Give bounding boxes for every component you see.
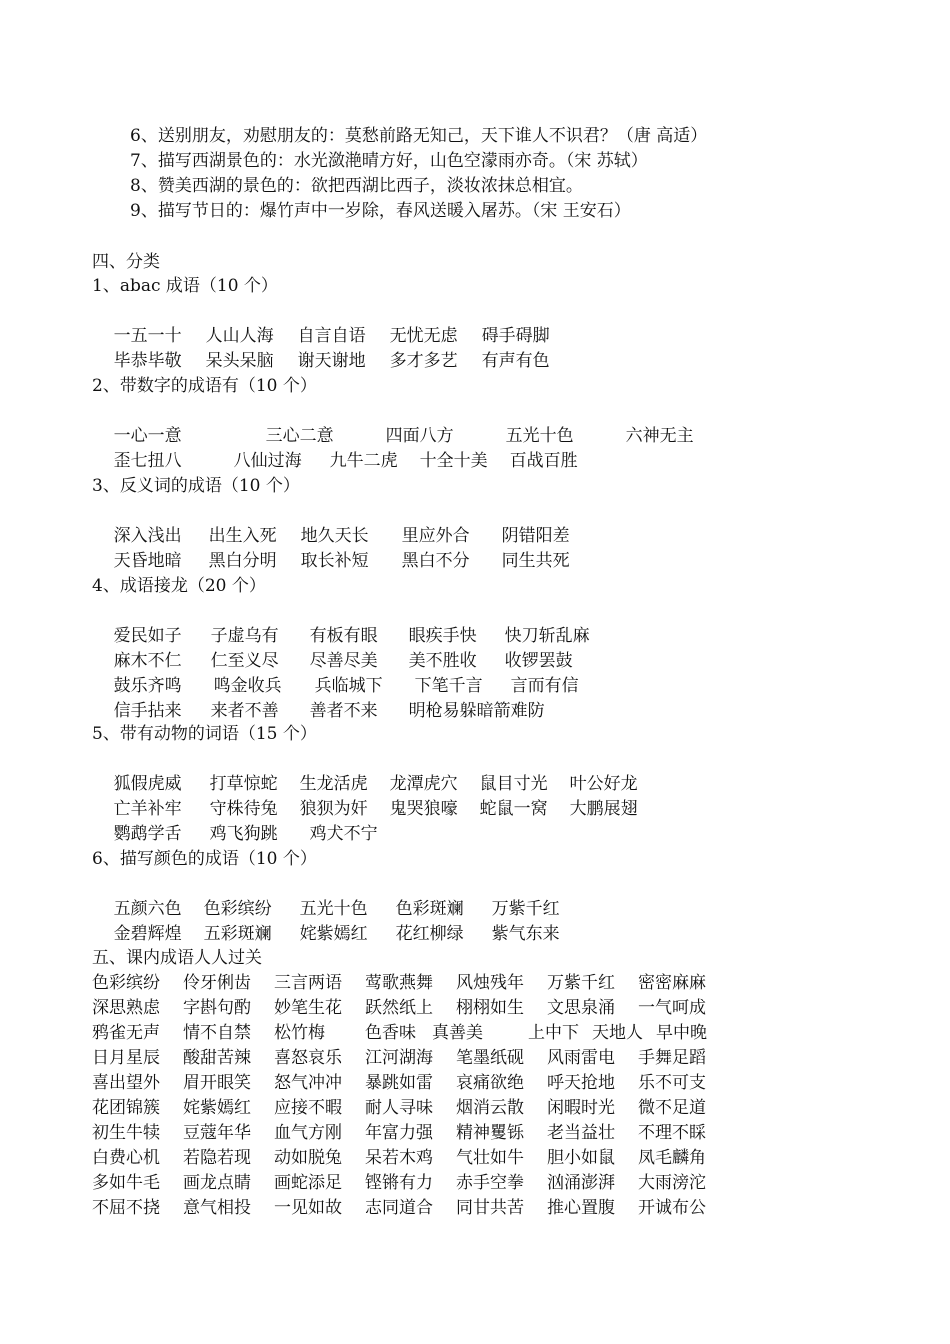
idiom: 八仙过海 (233, 451, 302, 471)
group-1-title: 1、abac 成语（10 个） (92, 276, 278, 296)
idiom: 黑白分明 (208, 551, 277, 571)
idiom: 文思泉涌 (547, 998, 615, 1018)
idiom: 深入浅出 (113, 526, 182, 546)
idiom: 龙潭虎穴 (389, 774, 458, 794)
idiom: 不理不睬 (638, 1123, 706, 1143)
idiom: 鸡犬不宁 (309, 824, 378, 844)
idiom: 鼠目寸光 (479, 774, 548, 794)
idiom: 老当益壮 (547, 1123, 615, 1143)
idiom: 五光十色 (505, 426, 574, 446)
idiom: 谢天谢地 (297, 351, 366, 371)
idiom: 色彩缤纷 (92, 973, 160, 993)
idiom: 眼疾手快 (408, 626, 477, 646)
idiom: 取长补短 (300, 551, 369, 571)
idiom: 三言两语 (274, 973, 342, 993)
section-5-row (92, 1146, 706, 1171)
poem-line-7: 7、描写西湖景色的：水光潋滟晴方好，山色空濛雨亦奇。（宋 苏轼） (130, 151, 648, 171)
idiom: 多才多艺 (389, 351, 458, 371)
idiom: 血气方刚 (274, 1123, 342, 1143)
idiom: 鬼哭狼嚎 (389, 799, 458, 819)
idiom: 鹦鹉学舌 (113, 824, 182, 844)
idiom: 喜出望外 (92, 1073, 160, 1093)
idiom: 快刀斩乱麻 (504, 626, 590, 646)
poem-line-9: 9、描写节日的：爆竹声中一岁除，春风送暖入屠苏。（宋 王安石） (130, 201, 631, 221)
idiom: 善者不来 (309, 701, 378, 721)
idiom: 赤手空拳 (456, 1173, 524, 1193)
idiom: 眉开眼笑 (183, 1073, 251, 1093)
section-5-row (92, 1096, 706, 1121)
idiom: 闲暇时光 (547, 1098, 615, 1118)
section-5-row (92, 996, 706, 1021)
idiom: 美不胜收 (408, 651, 477, 671)
section-5-row (92, 1071, 706, 1096)
idiom: 大鹏展翅 (569, 799, 638, 819)
idiom: 蛇鼠一窝 (479, 799, 548, 819)
idiom: 人山人海 (205, 326, 274, 346)
idiom: 鼓乐齐鸣 (113, 676, 182, 696)
idiom: 笔墨纸砚 (456, 1048, 524, 1068)
idiom: 一心一意 (113, 426, 182, 446)
idiom: 一气呵成 (638, 998, 706, 1018)
idiom: 天地人 (592, 1023, 643, 1043)
idiom: 百战百胜 (509, 451, 578, 471)
idiom: 打草惊蛇 (209, 774, 278, 794)
idiom: 胆小如鼠 (547, 1148, 615, 1168)
idiom: 精神矍铄 (456, 1123, 524, 1143)
idiom: 子虚乌有 (210, 626, 279, 646)
idiom: 初生牛犊 (92, 1123, 160, 1143)
idiom: 密密麻麻 (638, 973, 706, 993)
idiom: 毕恭毕敬 (113, 351, 182, 371)
idiom: 爱民如子 (113, 626, 182, 646)
idiom: 应接不暇 (274, 1098, 342, 1118)
idiom: 哀痛欲绝 (456, 1073, 524, 1093)
idiom: 呆若木鸡 (365, 1148, 433, 1168)
idiom: 下笔千言 (414, 676, 483, 696)
idiom: 色香味 (365, 1023, 416, 1043)
idiom: 志同道合 (365, 1198, 433, 1218)
idiom: 无忧无虑 (389, 326, 458, 346)
idiom: 开诚布公 (638, 1198, 706, 1218)
idiom: 喜怒哀乐 (274, 1048, 342, 1068)
idiom: 守株待兔 (209, 799, 278, 819)
section-5-row (92, 1021, 707, 1046)
group-4-title: 4、成语接龙（20 个） (92, 576, 266, 596)
idiom: 自言自语 (297, 326, 366, 346)
idiom: 豆蔻年华 (183, 1123, 251, 1143)
idiom: 九牛二虎 (329, 451, 398, 471)
idiom: 上中下 (528, 1023, 579, 1043)
idiom: 来者不善 (210, 701, 279, 721)
idiom: 花团锦簇 (92, 1098, 160, 1118)
section-5-row (92, 1046, 706, 1071)
idiom: 紫气东来 (491, 924, 560, 944)
idiom: 三心二意 (265, 426, 334, 446)
idiom: 有板有眼 (309, 626, 378, 646)
idiom: 意气相投 (183, 1198, 251, 1218)
idiom: 碍手碍脚 (481, 326, 550, 346)
idiom: 同生共死 (501, 551, 570, 571)
idiom: 莺歌燕舞 (365, 973, 433, 993)
section-4-title: 四、分类 (92, 252, 160, 272)
idiom: 黑白不分 (401, 551, 470, 571)
section-5-row (92, 1196, 706, 1221)
idiom: 言而有信 (510, 676, 579, 696)
idiom: 四面八方 (385, 426, 454, 446)
idiom: 耐人寻味 (365, 1098, 433, 1118)
group-5-title: 5、带有动物的词语（15 个） (92, 724, 317, 744)
idiom: 六神无主 (625, 426, 694, 446)
idiom: 鸡飞狗跳 (209, 824, 278, 844)
idiom: 叶公好龙 (569, 774, 638, 794)
section-5-row (92, 1171, 706, 1196)
idiom: 若隐若现 (183, 1148, 251, 1168)
idiom: 栩栩如生 (456, 998, 524, 1018)
idiom: 兵临城下 (314, 676, 383, 696)
section-5-title: 五、课内成语人人过关 (92, 948, 262, 968)
idiom: 阴错阳差 (501, 526, 570, 546)
idiom: 五彩斑斓 (203, 924, 272, 944)
idiom: 姹紫嫣红 (299, 924, 368, 944)
idiom: 同甘共苦 (456, 1198, 524, 1218)
idiom: 亡羊补牢 (113, 799, 182, 819)
poem-line-6: 6、送别朋友，劝慰朋友的：莫愁前路无知己，天下谁人不识君？（唐 高适） (130, 126, 708, 146)
idiom: 多如牛毛 (92, 1173, 160, 1193)
idiom: 色彩斑斓 (395, 899, 464, 919)
idiom: 年富力强 (365, 1123, 433, 1143)
idiom: 妙笔生花 (274, 998, 342, 1018)
idiom: 凤毛麟角 (638, 1148, 706, 1168)
idiom: 万紫千红 (547, 973, 615, 993)
idiom: 里应外合 (401, 526, 470, 546)
idiom: 信手拈来 (113, 701, 182, 721)
idiom: 风烛残年 (456, 973, 524, 993)
idiom: 伶牙俐齿 (183, 973, 251, 993)
idiom: 早中晚 (656, 1023, 707, 1043)
group-3-title: 3、反义词的成语（10 个） (92, 476, 300, 496)
idiom: 鸦雀无声 (92, 1023, 160, 1043)
idiom: 花红柳绿 (395, 924, 464, 944)
idiom: 手舞足蹈 (638, 1048, 706, 1068)
idiom: 姹紫嫣红 (183, 1098, 251, 1118)
idiom: 字斟句酌 (183, 998, 251, 1018)
idiom: 乐不可支 (638, 1073, 706, 1093)
idiom: 不屈不挠 (92, 1198, 160, 1218)
idiom: 大雨滂沱 (638, 1173, 706, 1193)
idiom: 暴跳如雷 (365, 1073, 433, 1093)
section-5-row (92, 971, 706, 996)
idiom: 尽善尽美 (309, 651, 378, 671)
idiom: 画龙点睛 (183, 1173, 251, 1193)
idiom: 仁至义尽 (210, 651, 279, 671)
idiom: 一五一十 (113, 326, 182, 346)
idiom: 画蛇添足 (274, 1173, 342, 1193)
idiom: 气壮如牛 (456, 1148, 524, 1168)
idiom: 动如脱兔 (274, 1148, 342, 1168)
idiom: 有声有色 (481, 351, 550, 371)
group-2-title: 2、带数字的成语有（10 个） (92, 376, 317, 396)
idiom: 江河湖海 (365, 1048, 433, 1068)
idiom: 呆头呆脑 (205, 351, 274, 371)
idiom: 跃然纸上 (365, 998, 433, 1018)
idiom: 推心置腹 (547, 1198, 615, 1218)
idiom: 深思熟虑 (92, 998, 160, 1018)
section-5-row (92, 1121, 706, 1146)
idiom: 五颜六色 (113, 899, 182, 919)
idiom: 风雨雷电 (547, 1048, 615, 1068)
idiom: 汹涌澎湃 (547, 1173, 615, 1193)
idiom: 铿锵有力 (365, 1173, 433, 1193)
poem-line-8: 8、赞美西湖的景色的：欲把西湖比西子，淡妆浓抹总相宜。 (130, 176, 583, 196)
idiom: 狼狈为奸 (299, 799, 368, 819)
idiom: 麻木不仁 (113, 651, 182, 671)
idiom: 白费心机 (92, 1148, 160, 1168)
idiom: 色彩缤纷 (203, 899, 272, 919)
idiom: 真善美 (432, 1023, 483, 1043)
idiom: 明枪易躲暗箭难防 (408, 701, 545, 721)
idiom: 微不足道 (638, 1098, 706, 1118)
idiom: 出生入死 (208, 526, 277, 546)
idiom: 酸甜苦辣 (183, 1048, 251, 1068)
group-6-title: 6、描写颜色的成语（10 个） (92, 849, 317, 869)
idiom: 怒气冲冲 (274, 1073, 342, 1093)
idiom: 收锣罢鼓 (504, 651, 573, 671)
idiom: 情不自禁 (183, 1023, 251, 1043)
idiom: 狐假虎威 (113, 774, 182, 794)
idiom: 万紫千红 (491, 899, 560, 919)
idiom: 歪七扭八 (113, 451, 182, 471)
idiom: 松竹梅 (274, 1023, 325, 1043)
idiom: 一见如故 (274, 1198, 342, 1218)
idiom: 五光十色 (299, 899, 368, 919)
idiom: 呼天抢地 (547, 1073, 615, 1093)
idiom: 生龙活虎 (299, 774, 368, 794)
idiom: 天昏地暗 (113, 551, 182, 571)
idiom: 金碧辉煌 (113, 924, 182, 944)
idiom: 地久天长 (300, 526, 369, 546)
idiom: 日月星辰 (92, 1048, 160, 1068)
idiom: 烟消云散 (456, 1098, 524, 1118)
idiom: 十全十美 (419, 451, 488, 471)
idiom: 鸣金收兵 (213, 676, 282, 696)
